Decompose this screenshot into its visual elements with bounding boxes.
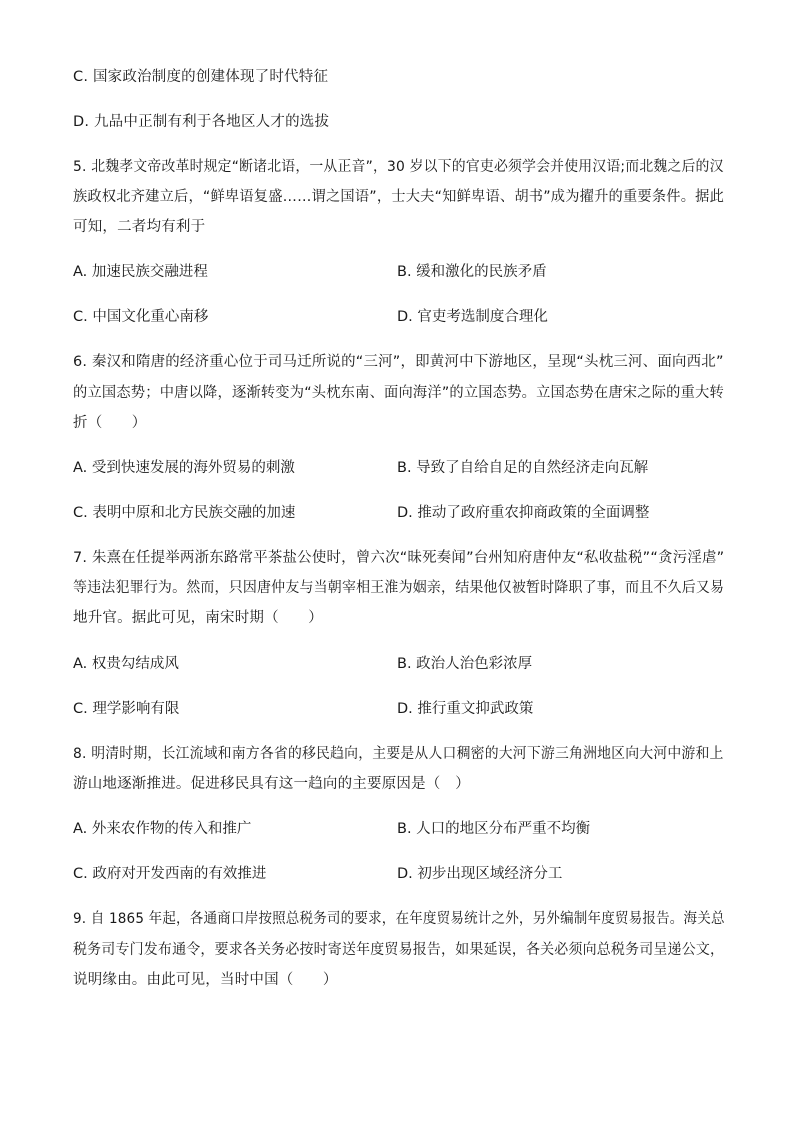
question-7-text: 等违法犯罪行为。然而，只因唐仲友与当朝宰相王淮为姻亲，结果他仅被暂时降职了事，而且不久后又易 bbox=[73, 580, 725, 596]
q5-option-d: D. 官吏考选制度合理化 bbox=[397, 309, 548, 325]
q8-option-b: B. 人口的地区分布严重不均衡 bbox=[397, 821, 591, 837]
question-6-text: 的立国态势；中唐以降，逐渐转变为“头枕东南、面向海洋”的立国态势。立国态势在唐宋之际的重大转 bbox=[73, 385, 724, 401]
question-9-text: 说明缘由。由此可见，当时中国（ ） bbox=[73, 972, 338, 988]
question-5-text: 族政权北齐建立后，“鲜卑语复盛……谓之国语”，士大夫“知鲜卑语、胡书”成为擢升的重要条件。据此 bbox=[73, 189, 725, 205]
q6-option-d: D. 推动了政府重农抑商政策的全面调整 bbox=[397, 505, 650, 521]
question-8-text: 游山地逐渐推进。促进移民具有这一趋向的主要原因是（ ） bbox=[73, 776, 470, 792]
q6-option-c: C. 表明中原和北方民族交融的加速 bbox=[73, 505, 296, 521]
q7-option-d: D. 推行重文抑武政策 bbox=[397, 701, 534, 717]
q8-option-c: C. 政府对开发西南的有效推进 bbox=[73, 866, 267, 882]
question-8-text: 8. 明清时期，长江流域和南方各省的移民趋向，主要是从人口稠密的大河下游三角洲地区向大河中游和上 bbox=[73, 746, 724, 762]
question-9-text: 9. 自 1865 年起，各通商口岸按照总税务司的要求，在年度贸易统计之外，另外编制年度贸易报告。海关总 bbox=[73, 911, 725, 927]
question-7-text: 地升官。据此可见，南宋时期（ ） bbox=[73, 610, 323, 626]
q6-option-a: A. 受到快速发展的海外贸易的刺激 bbox=[73, 460, 295, 476]
option-line: D. 九品中正制有利于各地区人才的选拔 bbox=[73, 114, 330, 130]
q8-option-d: D. 初步出现区域经济分工 bbox=[397, 866, 563, 882]
q7-option-b: B. 政治人治色彩浓厚 bbox=[397, 656, 533, 672]
question-7-text: 7. 朱熹在任提举两浙东路常平茶盐公使时，曾六次“昧死奏闻”台州知府唐仲友“私收盐税”“贪污淫虐” bbox=[73, 550, 725, 566]
q7-option-c: C. 理学影响有限 bbox=[73, 701, 180, 717]
question-5-text: 5. 北魏孝文帝改革时规定“断诸北语，一从正音”，30 岁以下的官吏必须学会并使用汉语;而北魏之后的汉 bbox=[73, 159, 724, 175]
q5-option-b: B. 缓和激化的民族矛盾 bbox=[397, 264, 547, 280]
q8-option-a: A. 外来农作物的传入和推广 bbox=[73, 821, 252, 837]
q5-option-a: A. 加速民族交融进程 bbox=[73, 264, 208, 280]
question-6-text: 6. 秦汉和隋唐的经济重心位于司马迁所说的“三河”，即黄河中下游地区，呈现“头枕三河、面向西北” bbox=[73, 354, 724, 370]
question-9-text: 税务司专门发布通令，要求各关务必按时寄送年度贸易报告，如果延误，各关必须向总税务司呈递公文， bbox=[73, 942, 725, 958]
q7-option-a: A. 权贵勾结成风 bbox=[73, 656, 179, 672]
q6-option-b: B. 导致了自给自足的自然经济走向瓦解 bbox=[397, 460, 649, 476]
question-5-text: 可知，二者均有利于 bbox=[73, 219, 206, 235]
option-line: C. 国家政治制度的创建体现了时代特征 bbox=[73, 69, 329, 85]
question-6-text: 折（ ） bbox=[73, 415, 147, 431]
q5-option-c: C. 中国文化重心南移 bbox=[73, 309, 209, 325]
